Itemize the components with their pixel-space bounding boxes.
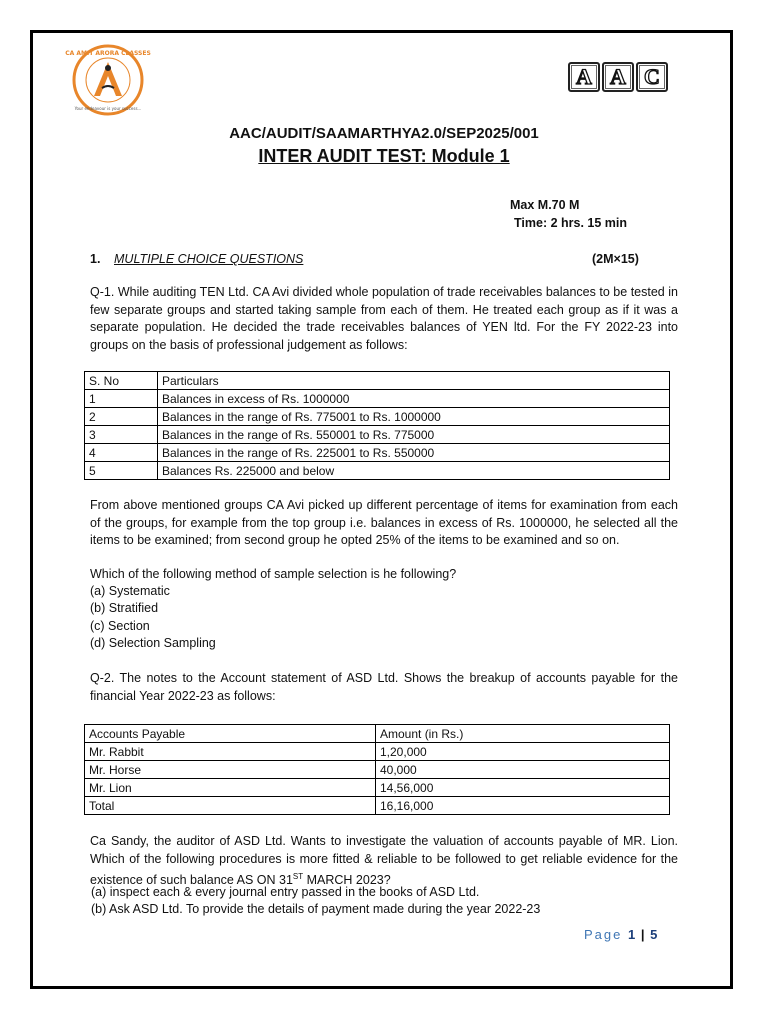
q2-question-tail: MARCH 2023? [303,873,391,888]
page-number: 1 [628,927,636,942]
table-header: Accounts Payable [85,725,376,743]
q1-option-d: (d) Selection Sampling [90,636,216,650]
table-cell: Balances in the range of Rs. 775001 to Rs. 1000000 [158,408,670,426]
table-row [85,743,670,761]
q2-question-sup: ST [292,872,304,882]
table-cell: 3 [85,426,158,444]
table-row [85,390,670,408]
q2-question-text: Ca Sandy, the auditor of ASD Ltd. Wants to investigate the valuation of accounts payable of MR. Lion. Which of the following procedures is more fitted & reliable to be followed to get reliable evidence for the existence of such balance AS ON 31 [90,834,678,888]
table-cell: Balances in the range of Rs. 550001 to Rs. 775000 [158,426,670,444]
table-cell: 1,20,000 [376,743,670,761]
q2-option-b: (b) Ask ASD Ltd. To provide the details of payment made during the year 2022-23 [91,902,541,916]
table-row [85,444,670,462]
brand-letter: A [568,62,600,92]
q1-option-b: (b) Stratified [90,601,159,615]
table-cell: Mr. Horse [85,761,376,779]
table-cell: Balances Rs. 225000 and below [158,462,670,480]
time-allowed: Time: 2 hrs. 15 min [514,216,628,230]
table-cell: Total [85,797,376,815]
table-row [85,779,670,797]
test-code: AAC/AUDIT/SAAMARTHYA2.0/SEP2025/001 [229,125,539,142]
table-cell: Balances in excess of Rs. 1000000 [158,390,670,408]
table-cell: 1 [85,390,158,408]
table-cell: Mr. Lion [85,779,376,797]
page-separator: | [640,927,645,942]
table-cell: Mr. Rabbit [85,743,376,761]
page-footer [584,927,657,942]
academy-logo [65,44,151,116]
logo-text: CA AMIT ARORA CLASSES [65,50,151,57]
q1-option-a: (a) Systematic [90,584,170,598]
table-header: Amount (in Rs.) [376,725,670,743]
q1-table [84,371,670,480]
q1-option-c: (c) Section [90,619,150,633]
section-title: MULTIPLE CHOICE QUESTIONS [114,252,304,266]
q2-intro: Q-2. The notes to the Account statement of ASD Ltd. Shows the breakup of accounts payable for the financial Year 2022-23 as follows: [90,671,678,703]
table-row [85,372,670,390]
table-header: S. No [85,372,158,390]
brand-mark [568,62,668,92]
table-cell: 2 [85,408,158,426]
q2-table [84,724,670,815]
q1-intro: Q-1. While auditing TEN Ltd. CA Avi divided whole population of trade receivables balances to be tested in few separate groups and started taking sample from each of them. He treated each group as if it was a separate population. He decided the trade receivables balances of YEN ltd. For the FY 2022-23 into groups on the basis of professional judgement as follows: [90,285,678,352]
q2-question [90,833,678,890]
table-row [85,797,670,815]
q1-followup: From above mentioned groups CA Avi picked up different percentage of items for examination from each of the groups, for example from the top group i.e. balances in excess of Rs. 1000000, he selected all the items to be examined; from second group he opted 25% of the items to be examined and so on. [90,498,678,548]
table-row [85,462,670,480]
q1-question: Which of the following method of sample selection is he following? [90,567,457,581]
q2-option-a: (a) inspect each & every journal entry passed in the books of ASD Ltd. [91,885,480,899]
table-row [85,761,670,779]
test-title: INTER AUDIT TEST: Module 1 [258,146,510,166]
table-cell: 16,16,000 [376,797,670,815]
table-cell: 40,000 [376,761,670,779]
section-number: 1. [90,252,101,266]
table-cell: 4 [85,444,158,462]
brand-letter: A [602,62,634,92]
table-row [85,725,670,743]
brand-letter: C [636,62,668,92]
table-row [85,408,670,426]
max-marks: Max M.70 M [510,198,580,212]
section-marks: (2M×15) [592,252,639,266]
table-header: Particulars [158,372,670,390]
page-total: 5 [650,927,658,942]
table-cell: 14,56,000 [376,779,670,797]
logo-tagline: Your endeavour is your success... [74,106,142,111]
table-cell: 5 [85,462,158,480]
table-cell: Balances in the range of Rs. 225001 to Rs. 550000 [158,444,670,462]
table-row [85,426,670,444]
page-word: Page [584,927,623,942]
